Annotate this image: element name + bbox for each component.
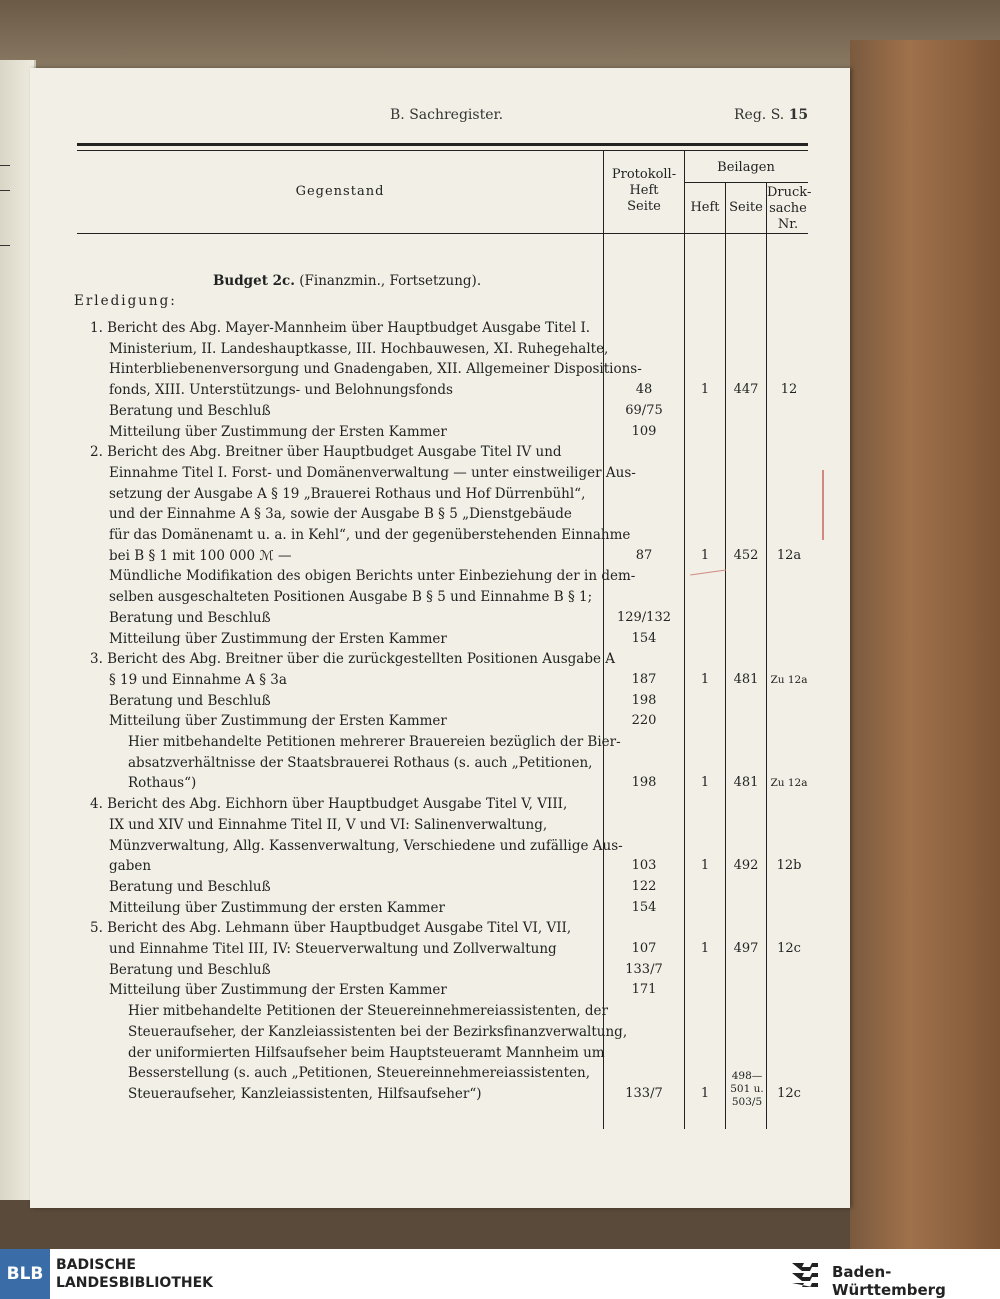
blb-name[interactable]: BADISCHE LANDESBIBLIOTHEK	[56, 1257, 214, 1291]
entry-line: Beratung und Beschluß	[109, 878, 271, 895]
entry-line: Mitteilung über Zustimmung der Ersten Kammer	[109, 713, 447, 730]
column-header-rule	[77, 233, 808, 234]
edge-line	[0, 165, 10, 166]
entry-heading-line: 3. Bericht des Abg. Breitner über die zurückgestellten Positionen Ausgabe A	[90, 651, 616, 668]
protocol-page: 171	[631, 982, 657, 998]
attachment-seite: 447	[733, 382, 759, 398]
bw-name[interactable]: Baden-Württemberg	[832, 1263, 946, 1299]
protocol-page: 87	[635, 547, 653, 563]
attachment-heft: 1	[700, 941, 710, 956]
entry-line: Rothaus“)	[128, 775, 197, 792]
print-number: Zu 12a	[770, 673, 808, 686]
entry-line: Mitteilung über Zustimmung der Ersten Kammer	[109, 423, 447, 440]
column-divider	[725, 183, 726, 1129]
entry-line: Mündliche Modifikation des obigen Berichts unter Einbeziehung der in dem-	[109, 568, 636, 585]
column-header-seite: Seite	[729, 200, 763, 215]
protocol-page: 187	[631, 671, 657, 687]
entry-line: Beratung und Beschluß	[109, 961, 271, 978]
protocol-page: 198	[631, 692, 657, 708]
header-rule-thin	[77, 150, 808, 151]
protocol-page: 154	[631, 630, 657, 646]
column-divider	[684, 151, 685, 1129]
attachment-seite: 497	[733, 941, 759, 956]
attachment-heft: 1	[700, 1085, 710, 1101]
print-number: 12b	[776, 858, 802, 874]
entry-line: Steueraufseher, Kanzleiassistenten, Hilfsaufseher“)	[128, 1085, 482, 1102]
entry-line: fonds, XIII. Unterstützungs- und Belohnungsfonds	[109, 382, 453, 399]
entry-line: Beratung und Beschluß	[109, 609, 271, 626]
protocol-page: 103	[631, 858, 657, 874]
column-header-print-no: Druck- sache Nr.	[767, 185, 812, 232]
entry-line: Beratung und Beschluß	[109, 692, 271, 709]
attachment-heft: 1	[700, 382, 710, 398]
entry-line: Hinterbliebenenversorgung und Gnadengaben, XII. Allgemeiner Dispositions-	[109, 361, 642, 378]
entry-line: Mitteilung über Zustimmung der Ersten Kammer	[109, 982, 447, 999]
entry-line: Beratung und Beschluß	[109, 402, 271, 419]
entry-heading-line: 1. Bericht des Abg. Mayer-Mannheim über Hauptbudget Ausgabe Titel I.	[90, 320, 591, 336]
header-rule-thick	[77, 143, 808, 146]
footer-bar	[0, 1249, 1000, 1299]
entry-line: § 19 und Einnahme A § 3a	[109, 671, 287, 688]
attachment-heft: 1	[700, 775, 710, 791]
running-head: B. Sachregister.	[390, 107, 504, 123]
entry-line: setzung der Ausgabe A § 19 „Brauerei Rothaus und Hof Dürrenbühl“,	[109, 485, 586, 502]
entry-line: Ministerium, II. Landeshauptkasse, III. Hochbauwesen, XI. Ruhegehalte,	[109, 340, 609, 357]
attachment-seite: 498—	[731, 1069, 763, 1082]
attachment-seite: 481	[733, 671, 759, 687]
protocol-page: 107	[631, 941, 657, 956]
protocol-page: 129/132	[616, 609, 671, 625]
protocol-page: 198	[631, 775, 657, 791]
entry-line: der uniformierten Hilfsaufseher beim Hauptsteueramt Mannheim um	[128, 1044, 605, 1061]
entry-line: Mitteilung über Zustimmung der ersten Kammer	[109, 899, 446, 916]
entry-line: gaben	[109, 858, 152, 875]
protocol-page: 133/7	[625, 961, 663, 977]
entry-heading-line: 5. Bericht des Abg. Lehmann über Hauptbudget Ausgabe Titel VI, VII,	[90, 920, 572, 937]
baden-wuerttemberg-lions-icon	[788, 1257, 822, 1291]
entry-line: Hier mitbehandelte Petitionen mehrerer Brauereien bezüglich der Bier-	[128, 734, 621, 750]
protocol-page: 48	[635, 382, 653, 398]
attachment-seite: 501 u.	[730, 1082, 764, 1095]
entry-line: Steueraufseher, der Kanzleiassistenten bei der Bezirksfinanzverwaltung,	[128, 1023, 628, 1040]
entry-line: Hier mitbehandelte Petitionen der Steuereinnehmereiassistenten, der	[128, 1003, 608, 1020]
section-subhead: Erledigung:	[74, 293, 177, 309]
attachment-seite: 481	[733, 775, 759, 791]
entry-line: selben ausgeschalteten Positionen Ausgabe B § 5 und Einnahme B § 1;	[109, 589, 593, 606]
entry-line: bei B § 1 mit 100 000 ℳ —	[109, 547, 292, 564]
attachment-heft: 1	[700, 671, 710, 687]
entry-heading-line: 2. Bericht des Abg. Breitner über Hauptbudget Ausgabe Titel IV und	[90, 444, 562, 461]
column-header-subject: Gegenstand	[295, 184, 385, 199]
column-header-heft: Heft	[690, 200, 720, 215]
edge-line	[0, 190, 10, 191]
entry-line: absatzverhältnisse der Staatsbrauerei Rothaus (s. auch „Petitionen,	[128, 754, 593, 771]
entry-line: Münzverwaltung, Allg. Kassenverwaltung, Verschiedene und zufällige Aus-	[109, 837, 623, 854]
print-number: 12c	[777, 941, 801, 956]
edge-line	[0, 245, 10, 246]
attachment-seite: 503/5	[731, 1095, 763, 1108]
entry-line: und der Einnahme A § 3a, sowie der Ausgabe B § 5 „Dienstgebäude	[109, 506, 572, 523]
protocol-page: 133/7	[625, 1085, 663, 1101]
column-divider	[766, 183, 767, 1129]
attachment-seite: 452	[733, 547, 759, 563]
blb-logo[interactable]: BLB	[0, 1249, 50, 1299]
print-number: 12a	[776, 547, 802, 563]
attachments-rule	[684, 182, 808, 183]
protocol-page: 122	[631, 878, 657, 894]
protocol-page: 109	[631, 423, 657, 439]
entry-line: Besserstellung (s. auch „Petitionen, Steuereinnehmereiassistenten,	[128, 1065, 590, 1082]
attachment-heft: 1	[700, 858, 710, 874]
entry-line: und Einnahme Titel III, IV: Steuerverwaltung und Zollverwaltung	[109, 941, 557, 957]
section-title: Budget 2c. (Finanzmin., Fortsetzung).	[213, 273, 482, 289]
entry-line: Mitteilung über Zustimmung der Ersten Kammer	[109, 630, 447, 647]
pencil-mark	[822, 470, 824, 540]
protocol-page: 154	[631, 899, 657, 915]
entry-heading-line: 4. Bericht des Abg. Eichhorn über Hauptbudget Ausgabe Titel V, VIII,	[90, 796, 568, 813]
protocol-page: 220	[631, 713, 657, 729]
book-cover	[850, 40, 1000, 1250]
protocol-page: 69/75	[625, 402, 663, 418]
entry-line: IX und XIV und Einnahme Titel II, V und VI: Salinenverwaltung,	[109, 816, 548, 833]
entry-line: für das Domänenamt u. a. in Kehl“, und der gegenüberstehenden Einnahme	[109, 527, 631, 543]
page-number: Reg. S. 15	[734, 107, 809, 123]
entry-line: Einnahme Titel I. Forst- und Domänenverwaltung — unter einstweiliger Aus-	[109, 464, 636, 481]
column-header-attachments: Beilagen	[717, 160, 775, 175]
print-number: 12	[780, 382, 798, 398]
attachment-heft: 1	[700, 547, 710, 563]
print-number: 12c	[777, 1085, 801, 1101]
print-number: Zu 12a	[770, 777, 808, 790]
attachment-seite: 492	[733, 858, 759, 874]
column-header-protocol: Protokoll- Heft Seite	[611, 167, 677, 214]
